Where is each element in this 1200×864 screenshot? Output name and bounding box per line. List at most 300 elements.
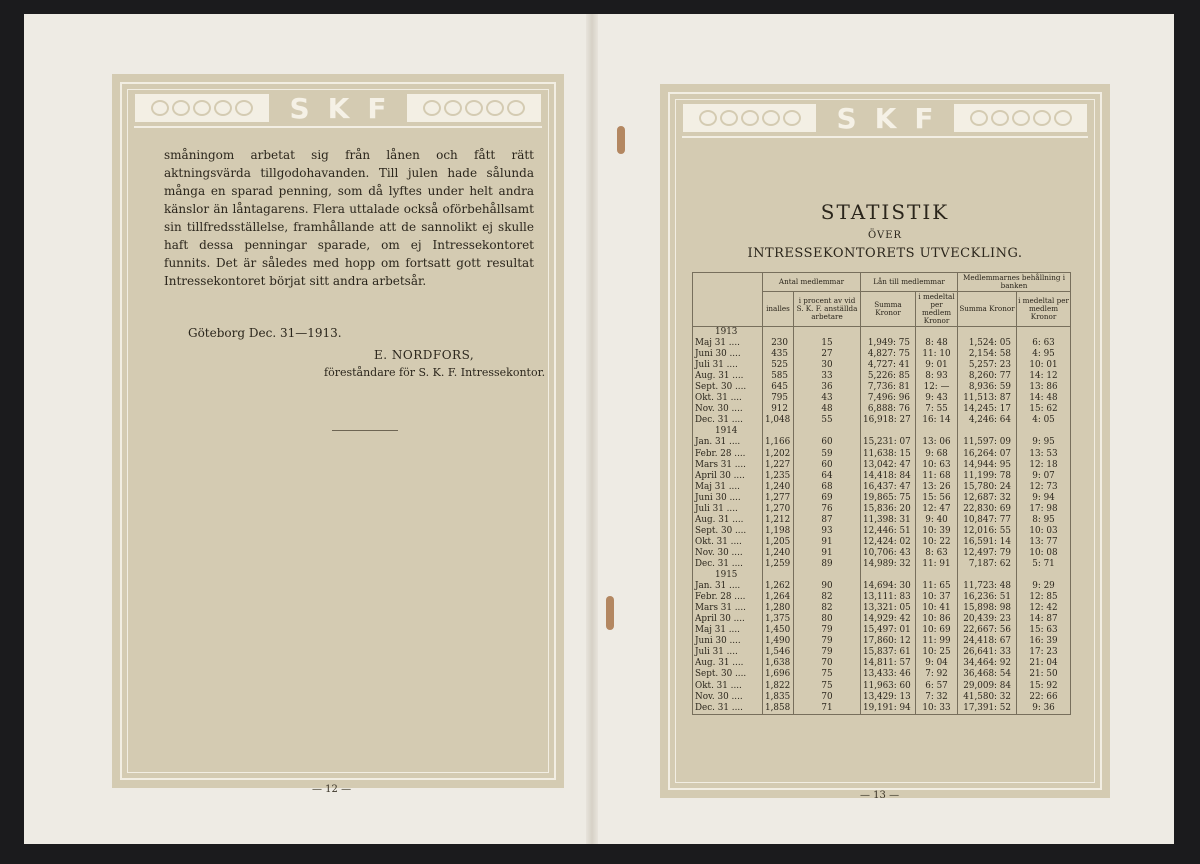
- cell-beh-summa: 8,936: 59: [958, 382, 1017, 393]
- table-row: [693, 548, 1071, 559]
- col-header-beh-medeltal: i medeltal per medlem Kronor: [1017, 292, 1071, 327]
- cell-beh-summa: 16,591: 14: [958, 537, 1017, 548]
- month-label: Maj 31 ....: [693, 338, 763, 349]
- table-row: [693, 382, 1071, 393]
- cell-beh-medeltal: 14: 12: [1017, 371, 1071, 382]
- cell-procent: 70: [794, 658, 861, 669]
- table-row: [693, 504, 1071, 515]
- cell-procent: 68: [794, 482, 861, 493]
- month-label: Nov. 30 ....: [693, 404, 763, 415]
- cell-lan-summa: 4,727: 41: [861, 360, 916, 371]
- cell-procent: 91: [794, 537, 861, 548]
- cell-lan-medeltal: 10: 37: [916, 592, 958, 603]
- table-row: [693, 581, 1071, 592]
- cell-lan-medeltal: 6: 57: [916, 681, 958, 692]
- cell-procent: 75: [794, 669, 861, 680]
- cell-lan-medeltal: 9: 43: [916, 393, 958, 404]
- table-row: [693, 537, 1071, 548]
- cell-procent: 76: [794, 504, 861, 515]
- cell-inalles: 435: [763, 349, 794, 360]
- cell-procent: [794, 327, 861, 339]
- year-label: 1913: [693, 327, 763, 339]
- cell-inalles: 1,264: [763, 592, 794, 603]
- cell-beh-summa: 8,260: 77: [958, 371, 1017, 382]
- month-label: Sept. 30 ....: [693, 526, 763, 537]
- cell-beh-medeltal: [1017, 426, 1071, 437]
- cell-beh-medeltal: 21: 04: [1017, 658, 1071, 669]
- month-label: Aug. 31 ....: [693, 515, 763, 526]
- table-row: [693, 625, 1071, 636]
- cell-beh-summa: 16,264: 07: [958, 449, 1017, 460]
- cell-beh-summa: 11,597: 09: [958, 437, 1017, 448]
- cell-procent: 91: [794, 548, 861, 559]
- left-page-panel: [112, 74, 564, 788]
- month-label: Sept. 30 ....: [693, 669, 763, 680]
- page-subtitle: ÖVER: [867, 230, 903, 241]
- cell-inalles: 645: [763, 382, 794, 393]
- year-row: [693, 570, 1071, 581]
- skf-header: [134, 92, 542, 124]
- skf-header: [682, 102, 1088, 134]
- table-row: [693, 338, 1071, 349]
- group-header-lan: Lån till medlemmar: [861, 273, 958, 292]
- cell-inalles: 1,227: [763, 460, 794, 471]
- month-label: Febr. 28 ....: [693, 592, 763, 603]
- header-rule: [134, 126, 542, 128]
- cell-beh-summa: 2,154: 58: [958, 349, 1017, 360]
- cell-lan-summa: [861, 570, 916, 581]
- cell-lan-summa: 7,736: 81: [861, 382, 916, 393]
- cell-lan-medeltal: 11: 65: [916, 581, 958, 592]
- open-book: [24, 14, 1174, 844]
- cell-beh-summa: 20,439: 23: [958, 614, 1017, 625]
- cell-beh-medeltal: 4: 05: [1017, 415, 1071, 426]
- cell-beh-summa: 17,391: 52: [958, 703, 1017, 715]
- cell-procent: 82: [794, 603, 861, 614]
- cell-beh-summa: 11,723: 48: [958, 581, 1017, 592]
- cell-beh-summa: 15,780: 24: [958, 482, 1017, 493]
- cell-lan-summa: 14,929: 42: [861, 614, 916, 625]
- ornament-left: [682, 103, 817, 133]
- cell-lan-summa: 19,191: 94: [861, 703, 916, 715]
- cell-beh-medeltal: 13: 77: [1017, 537, 1071, 548]
- cell-lan-medeltal: 11: 10: [916, 349, 958, 360]
- cell-beh-medeltal: 21: 50: [1017, 669, 1071, 680]
- cell-inalles: 1,262: [763, 581, 794, 592]
- cell-beh-summa: 14,944: 95: [958, 460, 1017, 471]
- ornament-left: [134, 93, 270, 123]
- cell-beh-summa: 29,009: 84: [958, 681, 1017, 692]
- cell-lan-summa: 14,989: 32: [861, 559, 916, 570]
- cell-lan-summa: 13,042: 47: [861, 460, 916, 471]
- cell-beh-medeltal: 10: 03: [1017, 526, 1071, 537]
- cell-lan-medeltal: 10: 41: [916, 603, 958, 614]
- cell-procent: 82: [794, 592, 861, 603]
- cell-beh-summa: 15,898: 98: [958, 603, 1017, 614]
- cell-lan-medeltal: 11: 91: [916, 559, 958, 570]
- cell-beh-medeltal: [1017, 327, 1071, 339]
- table-row: [693, 636, 1071, 647]
- cell-beh-summa: 11,199: 78: [958, 471, 1017, 482]
- cell-lan-medeltal: 15: 56: [916, 493, 958, 504]
- month-label: Jan. 31 ....: [693, 581, 763, 592]
- cell-procent: 30: [794, 360, 861, 371]
- year-label: 1914: [693, 426, 763, 437]
- cell-beh-medeltal: 13: 86: [1017, 382, 1071, 393]
- cell-inalles: 1,638: [763, 658, 794, 669]
- cell-lan-medeltal: 11: 68: [916, 471, 958, 482]
- cell-procent: 90: [794, 581, 861, 592]
- cell-inalles: 585: [763, 371, 794, 382]
- book-gutter: [586, 14, 598, 844]
- skf-logo: SKF: [836, 101, 952, 135]
- cell-lan-summa: 5,226: 85: [861, 371, 916, 382]
- table-row: [693, 681, 1071, 692]
- table-row: [693, 437, 1071, 448]
- cell-beh-summa: 36,468: 54: [958, 669, 1017, 680]
- month-header: [693, 273, 763, 327]
- cell-lan-summa: 11,638: 15: [861, 449, 916, 460]
- cell-inalles: 1,259: [763, 559, 794, 570]
- month-label: Maj 31 ....: [693, 625, 763, 636]
- cell-procent: [794, 570, 861, 581]
- cell-beh-medeltal: 14: 87: [1017, 614, 1071, 625]
- table-row: [693, 349, 1071, 360]
- cell-procent: 60: [794, 437, 861, 448]
- cell-procent: 15: [794, 338, 861, 349]
- cell-beh-summa: 22,830: 69: [958, 504, 1017, 515]
- cell-lan-medeltal: 12: 47: [916, 504, 958, 515]
- cell-beh-summa: 16,236: 51: [958, 592, 1017, 603]
- month-label: Febr. 28 ....: [693, 449, 763, 460]
- cell-inalles: 1,198: [763, 526, 794, 537]
- cell-beh-medeltal: 12: 18: [1017, 460, 1071, 471]
- cell-lan-medeltal: [916, 327, 958, 339]
- cell-inalles: 1,696: [763, 669, 794, 680]
- cell-lan-medeltal: 16: 14: [916, 415, 958, 426]
- month-label: Juli 31 ....: [693, 647, 763, 658]
- cell-procent: 80: [794, 614, 861, 625]
- cell-beh-summa: 10,847: 77: [958, 515, 1017, 526]
- cell-beh-summa: 41,580: 32: [958, 692, 1017, 703]
- table-row: [693, 692, 1071, 703]
- table-row: [693, 592, 1071, 603]
- ornament-right: [953, 103, 1088, 133]
- cell-lan-medeltal: 8: 93: [916, 371, 958, 382]
- cell-inalles: 1,822: [763, 681, 794, 692]
- cell-beh-summa: 26,641: 33: [958, 647, 1017, 658]
- cell-lan-medeltal: 9: 68: [916, 449, 958, 460]
- cell-procent: 75: [794, 681, 861, 692]
- cell-beh-medeltal: 15: 62: [1017, 404, 1071, 415]
- cell-beh-summa: 12,016: 55: [958, 526, 1017, 537]
- month-label: Nov. 30 ....: [693, 692, 763, 703]
- cell-inalles: 1,546: [763, 647, 794, 658]
- table-row: [693, 404, 1071, 415]
- cell-beh-summa: [958, 327, 1017, 339]
- cell-beh-medeltal: 10: 08: [1017, 548, 1071, 559]
- cell-procent: 55: [794, 415, 861, 426]
- table-row: [693, 393, 1071, 404]
- cell-inalles: [763, 327, 794, 339]
- cell-procent: 79: [794, 625, 861, 636]
- cell-beh-medeltal: 13: 53: [1017, 449, 1071, 460]
- cell-procent: 87: [794, 515, 861, 526]
- cell-beh-medeltal: 9: 94: [1017, 493, 1071, 504]
- cell-lan-medeltal: 7: 55: [916, 404, 958, 415]
- group-header-antal: Antal medlemmar: [763, 273, 861, 292]
- header-rule: [682, 136, 1088, 138]
- month-label: Dec. 31 ....: [693, 703, 763, 715]
- cell-beh-summa: 24,418: 67: [958, 636, 1017, 647]
- cell-lan-medeltal: 12: —: [916, 382, 958, 393]
- cell-lan-summa: 1,949: 75: [861, 338, 916, 349]
- year-row: [693, 327, 1071, 339]
- cell-beh-summa: 5,257: 23: [958, 360, 1017, 371]
- cell-inalles: 795: [763, 393, 794, 404]
- cell-procent: 89: [794, 559, 861, 570]
- cell-lan-summa: 15,837: 61: [861, 647, 916, 658]
- cell-beh-medeltal: 9: 36: [1017, 703, 1071, 715]
- cell-procent: 43: [794, 393, 861, 404]
- cell-inalles: 1,048: [763, 415, 794, 426]
- cell-procent: 36: [794, 382, 861, 393]
- year-label: 1915: [693, 570, 763, 581]
- cell-inalles: [763, 570, 794, 581]
- cell-inalles: 1,490: [763, 636, 794, 647]
- cell-lan-summa: 12,424: 02: [861, 537, 916, 548]
- cell-inalles: 230: [763, 338, 794, 349]
- cell-beh-medeltal: 22: 66: [1017, 692, 1071, 703]
- table-row: [693, 360, 1071, 371]
- cell-lan-medeltal: 10: 22: [916, 537, 958, 548]
- cell-inalles: 1,202: [763, 449, 794, 460]
- cell-lan-medeltal: 13: 26: [916, 482, 958, 493]
- skf-logo: SKF: [289, 91, 405, 125]
- col-header-lan-medeltal: i medeltal per medlem Kronor: [916, 292, 958, 327]
- cell-lan-summa: 15,231: 07: [861, 437, 916, 448]
- cell-lan-summa: 13,111: 83: [861, 592, 916, 603]
- cell-lan-medeltal: 10: 69: [916, 625, 958, 636]
- table-row: [693, 515, 1071, 526]
- cell-lan-summa: 14,418: 84: [861, 471, 916, 482]
- group-header-beh: Medlemmarnes behållning i banken: [958, 273, 1071, 292]
- statistics-table: [692, 272, 1071, 715]
- cell-beh-medeltal: 9: 95: [1017, 437, 1071, 448]
- cell-procent: 79: [794, 636, 861, 647]
- table-body: [693, 327, 1071, 715]
- cell-procent: [794, 426, 861, 437]
- cell-procent: 27: [794, 349, 861, 360]
- month-label: Okt. 31 ....: [693, 681, 763, 692]
- cell-lan-summa: 11,963: 60: [861, 681, 916, 692]
- cell-lan-medeltal: 9: 04: [916, 658, 958, 669]
- date-line: Göteborg Dec. 31—1913.: [188, 326, 342, 340]
- divider: [332, 430, 398, 431]
- cell-beh-medeltal: 12: 73: [1017, 482, 1071, 493]
- cell-inalles: 1,277: [763, 493, 794, 504]
- month-label: Sept. 30 ....: [693, 382, 763, 393]
- table-row: [693, 493, 1071, 504]
- month-label: Okt. 31 ....: [693, 537, 763, 548]
- cell-inalles: 1,280: [763, 603, 794, 614]
- cell-lan-medeltal: 8: 63: [916, 548, 958, 559]
- cell-beh-medeltal: 12: 42: [1017, 603, 1071, 614]
- cell-lan-summa: 14,694: 30: [861, 581, 916, 592]
- right-page-panel: [660, 84, 1110, 798]
- cell-beh-medeltal: 9: 07: [1017, 471, 1071, 482]
- cell-beh-medeltal: 17: 23: [1017, 647, 1071, 658]
- cell-inalles: 1,450: [763, 625, 794, 636]
- month-label: Juni 30 ....: [693, 349, 763, 360]
- cell-beh-medeltal: 6: 63: [1017, 338, 1071, 349]
- cell-procent: 48: [794, 404, 861, 415]
- cell-procent: 60: [794, 460, 861, 471]
- page-number-left: — 12 —: [312, 784, 352, 795]
- cell-lan-summa: 13,429: 13: [861, 692, 916, 703]
- cell-beh-summa: 7,187: 62: [958, 559, 1017, 570]
- cell-inalles: 1,270: [763, 504, 794, 515]
- cell-procent: 93: [794, 526, 861, 537]
- cell-lan-medeltal: 10: 25: [916, 647, 958, 658]
- cell-beh-summa: 11,513: 87: [958, 393, 1017, 404]
- table-row: [693, 482, 1071, 493]
- cell-beh-medeltal: 8: 95: [1017, 515, 1071, 526]
- month-label: Okt. 31 ....: [693, 393, 763, 404]
- cell-lan-medeltal: 13: 06: [916, 437, 958, 448]
- cell-beh-summa: 34,464: 92: [958, 658, 1017, 669]
- cell-lan-summa: 7,496: 96: [861, 393, 916, 404]
- cell-inalles: 1,240: [763, 482, 794, 493]
- month-label: Jan. 31 ....: [693, 437, 763, 448]
- cell-beh-medeltal: [1017, 570, 1071, 581]
- month-label: Aug. 31 ....: [693, 658, 763, 669]
- month-label: Mars 31 ....: [693, 460, 763, 471]
- month-label: Juli 31 ....: [693, 504, 763, 515]
- cell-lan-medeltal: 9: 40: [916, 515, 958, 526]
- col-header-lan-summa: Summa Kronor: [861, 292, 916, 327]
- binding-stain: [617, 126, 625, 154]
- cell-lan-medeltal: 11: 99: [916, 636, 958, 647]
- cell-lan-summa: 11,398: 31: [861, 515, 916, 526]
- cell-inalles: 1,835: [763, 692, 794, 703]
- paragraph-text: småningom arbetat sig från lånen och fått rätt aktningsvärda tillgodohavanden. Till julen hade sålunda många en sparad penning, som då lyftes under helt andra känslor än låntagarens. Flera uttalade också oförbehållsamt sin tillfredsställelse, framhållande att de sannolikt ej skulle haft dessa penningar sparade, om ej Intressekontoret funnits. Det är således med hopp om fortsatt gott resultat Intressekontoret börjat sitt andra arbetsår.: [164, 148, 534, 288]
- cell-lan-summa: 19,865: 75: [861, 493, 916, 504]
- cell-lan-medeltal: 10: 39: [916, 526, 958, 537]
- cell-beh-medeltal: 9: 29: [1017, 581, 1071, 592]
- cell-beh-medeltal: 16: 39: [1017, 636, 1071, 647]
- cell-lan-summa: 6,888: 76: [861, 404, 916, 415]
- table-row: [693, 603, 1071, 614]
- cell-inalles: 1,212: [763, 515, 794, 526]
- cell-lan-medeltal: [916, 426, 958, 437]
- cell-inalles: 1,240: [763, 548, 794, 559]
- cell-beh-summa: 14,245: 17: [958, 404, 1017, 415]
- table-row: [693, 647, 1071, 658]
- cell-beh-medeltal: 10: 01: [1017, 360, 1071, 371]
- signature-title: föreståndare för S. K. F. Intressekontor.: [324, 366, 546, 379]
- cell-beh-medeltal: 14: 48: [1017, 393, 1071, 404]
- cell-beh-medeltal: 17: 98: [1017, 504, 1071, 515]
- page-number-right: — 13 —: [860, 790, 900, 801]
- page-title: STATISTIK: [820, 200, 950, 224]
- cell-lan-medeltal: 7: 32: [916, 692, 958, 703]
- cell-lan-summa: 12,446: 51: [861, 526, 916, 537]
- col-header-inalles: inalles: [763, 292, 794, 327]
- col-header-procent: i procent av vid S. K. F. anställda arbetare: [794, 292, 861, 327]
- cell-lan-medeltal: 8: 48: [916, 338, 958, 349]
- cell-lan-medeltal: 10: 33: [916, 703, 958, 715]
- month-label: Maj 31 ....: [693, 482, 763, 493]
- cell-lan-summa: 16,437: 47: [861, 482, 916, 493]
- cell-lan-summa: 13,433: 46: [861, 669, 916, 680]
- cell-beh-summa: [958, 570, 1017, 581]
- cell-inalles: 1,205: [763, 537, 794, 548]
- cell-lan-summa: 15,497: 01: [861, 625, 916, 636]
- cell-beh-medeltal: 5: 71: [1017, 559, 1071, 570]
- table-row: [693, 559, 1071, 570]
- table-row: [693, 471, 1071, 482]
- cell-inalles: 1,235: [763, 471, 794, 482]
- cell-inalles: 525: [763, 360, 794, 371]
- table-row: [693, 526, 1071, 537]
- cell-procent: 71: [794, 703, 861, 715]
- cell-inalles: 1,375: [763, 614, 794, 625]
- cell-procent: 69: [794, 493, 861, 504]
- cell-lan-medeltal: 10: 86: [916, 614, 958, 625]
- cell-lan-summa: 17,860: 12: [861, 636, 916, 647]
- table-row: [693, 415, 1071, 426]
- binding-stain: [606, 596, 614, 630]
- month-label: Dec. 31 ....: [693, 559, 763, 570]
- cell-lan-summa: 16,918: 27: [861, 415, 916, 426]
- cell-beh-medeltal: 4: 95: [1017, 349, 1071, 360]
- page-subtitle-main: INTRESSEKONTORETS UTVECKLING.: [747, 246, 1023, 261]
- cell-beh-summa: 1,524: 05: [958, 338, 1017, 349]
- cell-inalles: 1,166: [763, 437, 794, 448]
- cell-beh-summa: 12,497: 79: [958, 548, 1017, 559]
- year-row: [693, 426, 1071, 437]
- col-header-beh-summa: Summa Kronor: [958, 292, 1017, 327]
- ornament-right: [406, 93, 542, 123]
- month-label: Nov. 30 ....: [693, 548, 763, 559]
- cell-procent: 79: [794, 647, 861, 658]
- cell-beh-summa: 12,687: 32: [958, 493, 1017, 504]
- table-row: [693, 703, 1071, 715]
- month-label: April 30 ....: [693, 471, 763, 482]
- table-row: [693, 371, 1071, 382]
- table-row: [693, 614, 1071, 625]
- month-label: Juni 30 ....: [693, 636, 763, 647]
- cell-procent: 59: [794, 449, 861, 460]
- table-row: [693, 669, 1071, 680]
- cell-lan-summa: 10,706: 43: [861, 548, 916, 559]
- cell-lan-summa: 15,836: 20: [861, 504, 916, 515]
- cell-lan-summa: 4,827: 75: [861, 349, 916, 360]
- month-label: Dec. 31 ....: [693, 415, 763, 426]
- cell-lan-summa: [861, 426, 916, 437]
- signature-name: E. NORDFORS,: [374, 348, 475, 362]
- cell-beh-medeltal: 15: 63: [1017, 625, 1071, 636]
- table-row: [693, 658, 1071, 669]
- cell-beh-summa: 22,667: 56: [958, 625, 1017, 636]
- cell-lan-summa: [861, 327, 916, 339]
- month-label: Aug. 31 ....: [693, 371, 763, 382]
- month-label: Juni 30 ....: [693, 493, 763, 504]
- cell-inalles: 912: [763, 404, 794, 415]
- cell-lan-medeltal: [916, 570, 958, 581]
- month-label: Mars 31 ....: [693, 603, 763, 614]
